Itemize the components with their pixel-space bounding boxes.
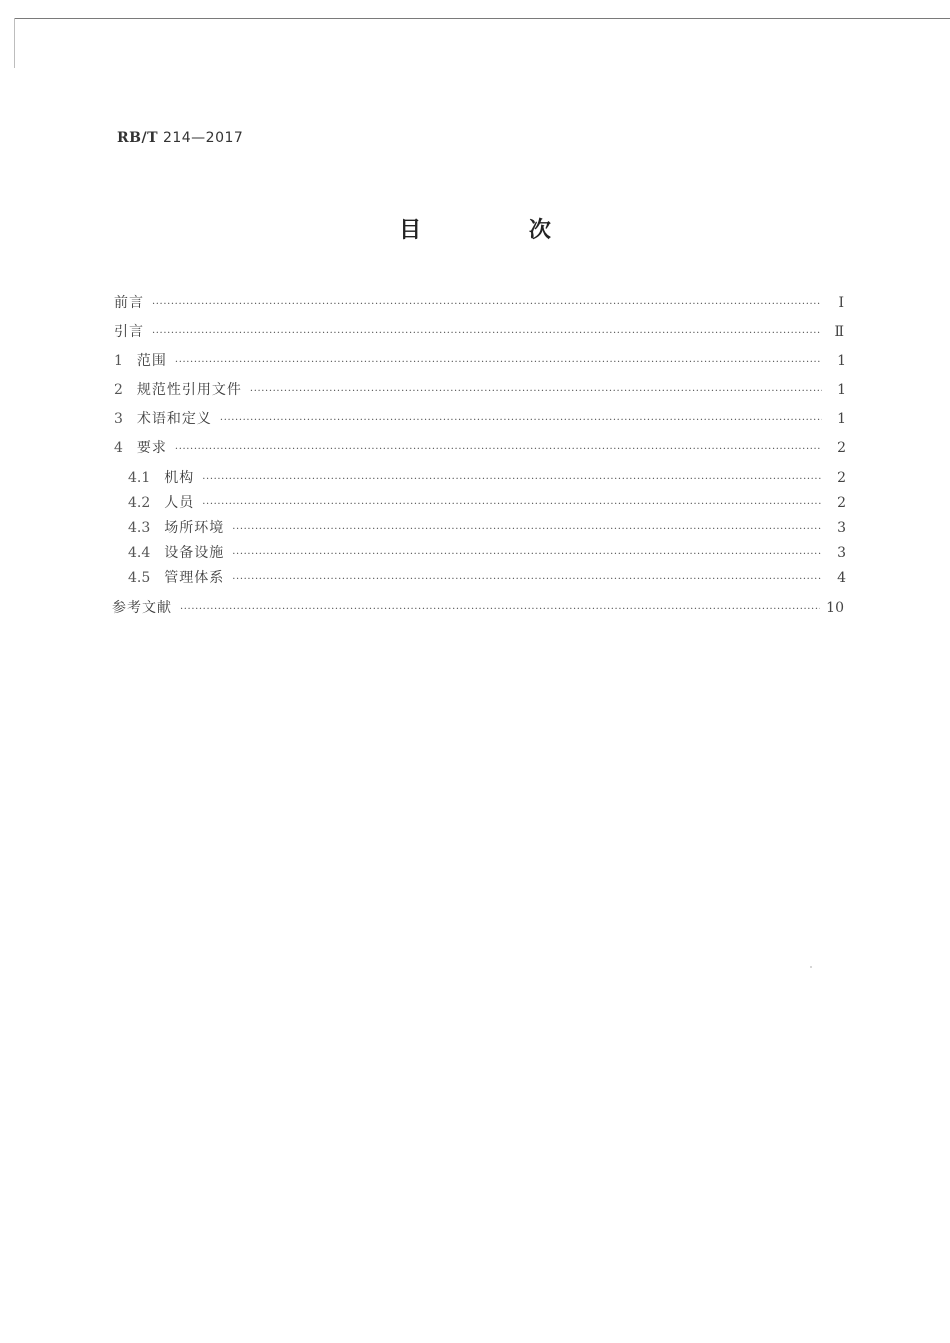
toc-section-number: 4: [114, 440, 123, 456]
toc-entry-label: [128, 518, 232, 538]
toc-leader-dots: [232, 520, 822, 540]
toc-leader-dots: [175, 353, 822, 373]
toc-entry-title: 术语和定义: [136, 411, 212, 427]
toc-entry-label: [114, 409, 220, 429]
toc-leader-dots: [232, 570, 822, 590]
toc-entry-normative-references[interactable]: [114, 380, 846, 400]
toc-leader-dots: [152, 295, 820, 315]
toc-entry-label: [128, 568, 232, 588]
page-title: 目 次: [399, 218, 601, 243]
toc-entry-terms-definitions[interactable]: [114, 409, 846, 429]
toc-entry-label: 前言: [114, 295, 144, 311]
toc-section-number: 4.3: [128, 520, 151, 536]
document-code-prefix: RB/T: [117, 130, 158, 146]
toc-page-number: Ⅰ: [838, 295, 844, 311]
document-code: [117, 130, 243, 146]
toc-entry-foreword[interactable]: [114, 293, 844, 313]
toc-page-number: 1: [837, 382, 846, 398]
toc-section-number: 4.2: [128, 495, 151, 511]
toc-entry-organization[interactable]: [128, 468, 846, 488]
scan-speck: [810, 966, 812, 968]
toc-entry-title: 机构: [164, 470, 195, 486]
toc-entry-equipment-facilities[interactable]: [128, 543, 846, 563]
toc-leader-dots: [202, 495, 822, 515]
toc-entry-label: [114, 351, 175, 371]
toc-entry-label: [128, 493, 202, 513]
toc-entry-premises-environment[interactable]: [128, 518, 846, 538]
toc-entry-title: 管理体系: [164, 570, 225, 586]
scan-border-left: [14, 18, 15, 68]
toc-page-number: 3: [837, 520, 846, 536]
toc-entry-label: 引言: [114, 324, 144, 340]
toc-section-number: 4.5: [128, 570, 151, 586]
toc-entry-personnel[interactable]: [128, 493, 846, 513]
scan-border-top: [14, 18, 950, 19]
toc-entry-label: 参考文献: [112, 600, 172, 616]
toc-entry-title: 范围: [136, 353, 167, 369]
toc-section-number: 1: [114, 353, 123, 369]
toc-page-number: 3: [837, 545, 846, 561]
toc-leader-dots: [220, 411, 822, 431]
toc-leader-dots: [232, 545, 822, 565]
toc-section-number: 3: [114, 411, 123, 427]
toc-leader-dots: [250, 382, 822, 402]
toc-entry-requirements[interactable]: [114, 438, 846, 458]
toc-section-number: 4.1: [128, 470, 151, 486]
toc-entry-title: 规范性引用文件: [136, 382, 242, 398]
toc-leader-dots: [152, 324, 820, 344]
toc-page-number: Ⅱ: [834, 324, 844, 340]
document-code-number: 214—2017: [162, 130, 244, 146]
toc-page-number: 1: [837, 411, 846, 427]
toc-leader-dots: [202, 470, 822, 490]
toc-entry-label: [128, 543, 232, 563]
toc-leader-dots: [180, 600, 820, 620]
toc-entry-label: [128, 468, 202, 488]
toc-page-number: 2: [837, 470, 846, 486]
toc-entry-label: [114, 438, 175, 458]
toc-entry-title: 人员: [164, 495, 195, 511]
toc-page-number: 2: [837, 440, 846, 456]
toc-entry-label: [114, 380, 250, 400]
toc-section-number: 2: [114, 382, 123, 398]
toc-page-number: 10: [826, 600, 844, 616]
toc-entry-bibliography[interactable]: [112, 598, 844, 618]
toc-section-number: 4.4: [128, 545, 151, 561]
toc-entry-title: 要求: [136, 440, 167, 456]
toc-entry-title: 设备设施: [164, 545, 225, 561]
toc-entry-title: 场所环境: [164, 520, 225, 536]
toc-entry-management-system[interactable]: [128, 568, 846, 588]
toc-leader-dots: [175, 440, 822, 460]
toc-page-number: 2: [837, 495, 846, 511]
toc-page-number: 1: [837, 353, 846, 369]
toc-entry-introduction[interactable]: [114, 322, 844, 342]
toc-entry-scope[interactable]: [114, 351, 846, 371]
toc-page-number: 4: [837, 570, 846, 586]
